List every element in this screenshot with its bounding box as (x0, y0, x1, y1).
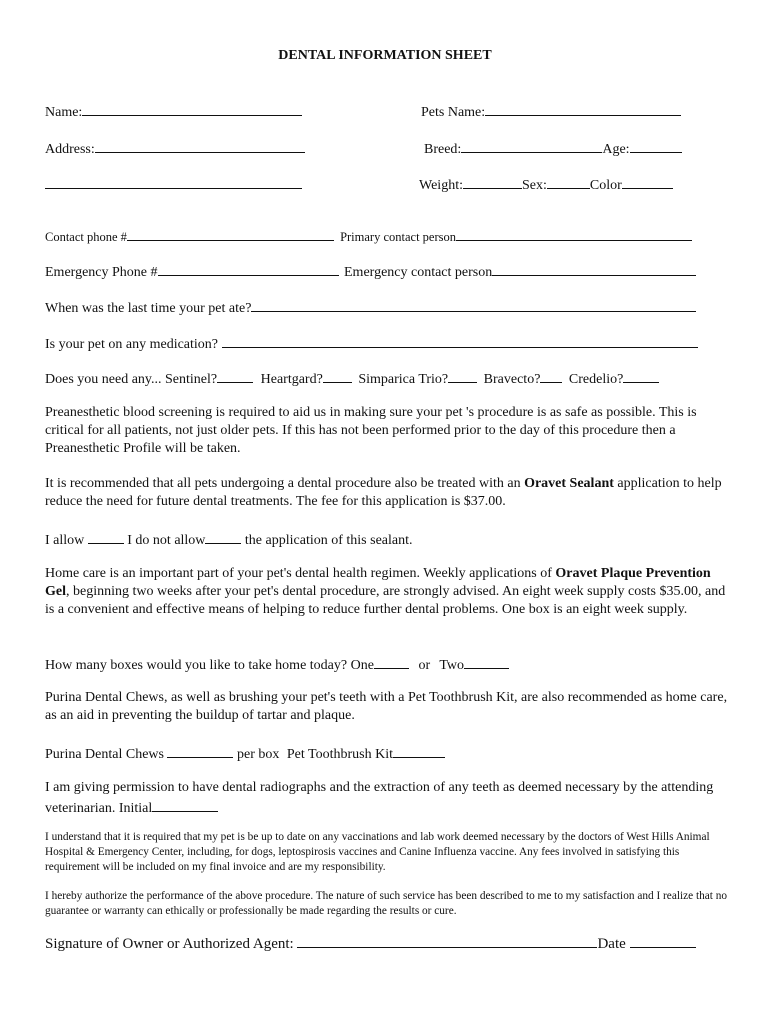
address-field[interactable] (45, 138, 305, 159)
signature-label: Signature of Owner or Authorized Agent: (45, 936, 294, 952)
boxes-two-line[interactable] (464, 654, 509, 669)
vaccines-paragraph: I understand that it is required that my pet is be up to date on any vaccinations and lab work deemed necessary by the doctors of West Hills Animal Hospital & Emergency Center, including, for dogs, leptospirosis vaccines and Canine Influenza vaccine. Any fees involved in satisfying this requirement will be included on my final invoice and are my responsibility. (45, 831, 710, 873)
boxes-one-line[interactable] (374, 654, 409, 669)
purina-paragraph: Purina Dental Chews, as well as brushing your pet's teeth with a Pet Toothbrush Kit, are also recommended as home care, as an aid in preventing the buildup of tartar and plaque. (45, 690, 728, 723)
name-label: Name: (45, 105, 83, 120)
weight-sex-color-field[interactable] (419, 174, 673, 195)
credelio-label: Credelio? (568, 372, 624, 387)
pets-name-field[interactable] (421, 101, 681, 122)
contact-phone-label: Contact phone # (45, 230, 127, 244)
purina-chews-label: Purina Dental Chews (45, 747, 164, 762)
weight-label: Weight: (419, 178, 463, 193)
boxes-row[interactable] (45, 654, 509, 675)
preventives-row[interactable] (45, 368, 659, 389)
contact-phone-field[interactable] (45, 228, 692, 245)
emergency-contact-line[interactable] (492, 261, 696, 276)
emergency-phone-field[interactable] (45, 261, 696, 282)
homecare-text-after: , beginning two weeks after your pet's dental procedure, are strongly advised. An eight week supply costs $35.00, and is a convenient and effective means of helping to reduce further dental problems. One box is an eight week supply. (45, 584, 726, 617)
breed-label: Breed: (424, 142, 462, 157)
sealant-text-after: application to help reduce the need for future dental treatments. The fee for this application is $37.00. (45, 476, 722, 509)
pets-name-line[interactable] (485, 101, 681, 116)
emergency-phone-line[interactable] (158, 261, 339, 276)
color-label: Color (589, 178, 622, 193)
sentinel-line[interactable] (217, 368, 253, 383)
emergency-phone-label: Emergency Phone # (45, 265, 158, 280)
boxes-question: How many boxes would you like to take home today? (45, 658, 348, 673)
color-line[interactable] (622, 174, 673, 189)
homecare-text-before: Home care is an important part of your pet's dental health regimen. Weekly applications of (45, 566, 556, 581)
primary-contact-line[interactable] (456, 228, 692, 241)
address-line[interactable] (95, 138, 305, 153)
contact-phone-line[interactable] (127, 228, 334, 241)
homecare-paragraph (45, 565, 735, 619)
primary-contact-label: Primary contact person (340, 230, 456, 244)
sex-label: Sex: (521, 178, 547, 193)
preventives-prefix: Does you need any... (45, 372, 162, 387)
sentinel-label: Sentinel? (165, 372, 218, 387)
not-allow-line[interactable] (205, 529, 241, 544)
radiographs-paragraph[interactable] (45, 779, 735, 818)
last-ate-line[interactable] (251, 297, 696, 312)
heartgard-line[interactable] (323, 368, 352, 383)
date-label: Date (597, 936, 626, 952)
signature-row[interactable] (45, 932, 696, 953)
simparica-label: Simparica Trio? (358, 372, 449, 387)
medication-field[interactable] (45, 333, 698, 354)
age-label: Age: (602, 142, 630, 157)
preanesthetic-paragraph: Preanesthetic blood screening is required to aid us in making sure your pet 's procedure is as safe as possible. This is critical for all patients, not just older pets. If this has not been performed prior to the day of this procedure then a Preanesthetic Profile will be taken. (45, 405, 697, 456)
credelio-line[interactable] (623, 368, 659, 383)
sealant-paragraph (45, 475, 735, 511)
radiographs-text: I am giving permission to have dental radiographs and the extraction of any teeth as deemed necessary by the attending veterinarian. Initial (45, 780, 714, 816)
sex-line[interactable] (547, 174, 590, 189)
last-ate-field[interactable] (45, 297, 696, 318)
weight-line[interactable] (463, 174, 522, 189)
last-ate-label: When was the last time your pet ate? (45, 301, 252, 316)
age-line[interactable] (630, 138, 682, 153)
signature-line[interactable] (297, 932, 597, 948)
emergency-contact-label: Emergency contact person (344, 265, 493, 280)
sealant-product: Oravet Sealant (524, 476, 614, 491)
initial-line[interactable] (152, 797, 218, 812)
homecare-product: Oravet Plaque Prevention Gel (45, 566, 711, 599)
address-line-2-blank[interactable] (45, 174, 302, 189)
medication-line[interactable] (222, 333, 698, 348)
sealant-text-before: It is recommended that all pets undergoing a dental procedure also be treated with an (45, 476, 525, 491)
purina-order-row[interactable] (45, 743, 445, 764)
bravecto-line[interactable] (540, 368, 562, 383)
breed-age-field[interactable] (424, 138, 682, 159)
allow-label: I allow (45, 533, 85, 548)
per-box-label: per box (236, 747, 280, 762)
address-label: Address: (45, 142, 95, 157)
breed-line[interactable] (461, 138, 602, 153)
boxes-or: or (418, 658, 431, 673)
sealant-consent-row[interactable] (45, 529, 412, 550)
address-line-2[interactable] (45, 174, 302, 195)
page-title: DENTAL INFORMATION SHEET (278, 48, 492, 63)
simparica-line[interactable] (448, 368, 477, 383)
date-line[interactable] (630, 932, 696, 948)
toothbrush-kit-line[interactable] (393, 743, 445, 758)
toothbrush-kit-label: Pet Toothbrush Kit (286, 747, 393, 762)
allow-line[interactable] (88, 529, 124, 544)
medication-label: Is your pet on any medication? (45, 337, 219, 352)
boxes-one-label: One (350, 658, 374, 673)
heartgard-label: Heartgard? (260, 372, 323, 387)
bravecto-label: Bravecto? (483, 372, 541, 387)
name-field[interactable] (45, 101, 302, 122)
pets-name-label: Pets Name: (421, 105, 486, 120)
purina-chews-line[interactable] (167, 743, 233, 758)
name-line[interactable] (82, 101, 302, 116)
allow-suffix: the application of this sealant. (244, 533, 413, 548)
not-allow-label: I do not allow (127, 533, 206, 548)
boxes-two-label: Two (439, 658, 465, 673)
authorize-paragraph: I hereby authorize the performance of the above procedure. The nature of such service has been described to me to my satisfaction and I realize that no guarantee or warranty can ethically or professionally be made regarding the results or cure. (45, 890, 728, 917)
